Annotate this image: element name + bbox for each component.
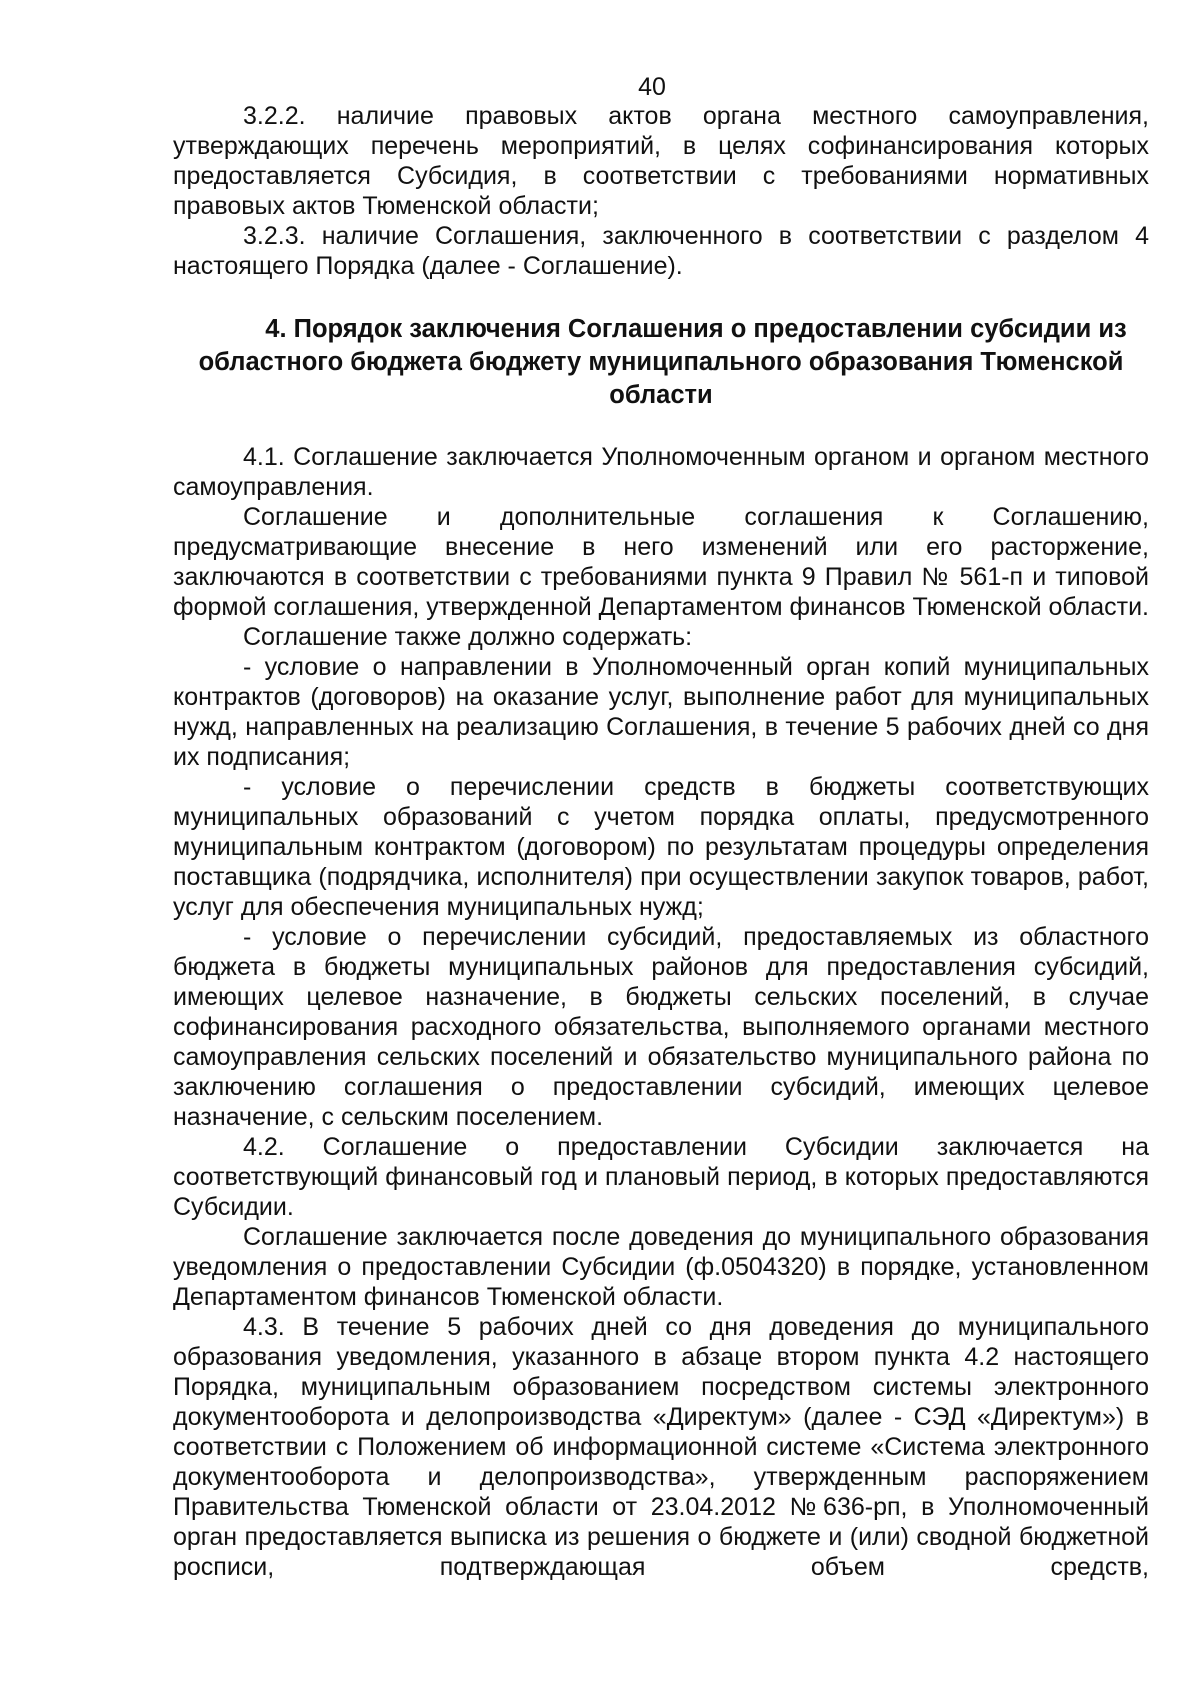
paragraph-4-1: 4.1. Соглашение заключается Уполномоченным органом и органом местного самоуправления. — [173, 443, 1149, 501]
paragraph-agreement-contents: Соглашение также должно содержать: — [243, 623, 693, 651]
paragraph-agreement-forms: Соглашение и дополнительные соглашения к Соглашению, предусматривающие внесение в него изменений или его расторжение, заключаются в соответствии с требованиями пункта 9 Правил № 561-п и типовой формой соглашения, утвержденной Департаментом финансов Тюменской области. — [173, 503, 1149, 621]
paragraph-agreement-conclusion: Соглашение заключается после доведения до муниципального образования уведомления о предоставлении Субсидии (ф.0504320) в порядке, установленном Департаментом финансов Тюменской области. — [173, 1223, 1149, 1311]
document-body — [173, 101, 1149, 1582]
page-number: 40 — [638, 73, 666, 101]
paragraph-4-2: 4.2. Соглашение о предоставлении Субсидии заключается на соответствующий финансовый год и плановый период, в которых предоставляются Субсидии. — [173, 1133, 1149, 1221]
paragraph-3-2-2: 3.2.2. наличие правовых актов органа местного самоуправления, утверждающих перечень мероприятий, в целях софинансирования которых предоставляется Субсидия, в соответствии с требованиями нормативных правовых актов Тюменской области; — [173, 102, 1149, 220]
section-heading: 4. Порядок заключения Соглашения о предоставлении субсидии из областного бюджета бюджету муниципального образования Тюменской области — [198, 315, 1127, 409]
paragraph-3-2-3: 3.2.3. наличие Соглашения, заключенного в соответствии с разделом 4 настоящего Порядка (далее - Соглашение). — [173, 222, 1149, 280]
paragraph-condition-transfer: - условие о перечислении средств в бюджеты соответствующих муниципальных образований с учетом порядка оплаты, предусмотренного муниципальным контрактом (договором) по результатам процедуры определения поставщика (подрядчика, исполнителя) при осуществлении закупок товаров, работ, услуг для обеспечения муниципальных нужд; — [173, 773, 1149, 921]
paragraph-condition-subsidies: - условие о перечислении субсидий, предоставляемых из областного бюджета в бюджеты муниципальных районов для предоставления субсидий, имеющих целевое назначение, в бюджеты сельских поселений, в случае софинансирования расходного обязательства, выполняемого органами местного самоуправления сельских поселений и обязательство муниципального района по заключению соглашения о предоставлении субсидий, имеющих целевое назначение, с сельским поселением. — [173, 923, 1149, 1131]
paragraph-4-3: 4.3. В течение 5 рабочих дней со дня доведения до муниципального образования уведомления, указанного в абзаце втором пункта 4.2 настоящего Порядка, муниципальным образованием посредством системы электронного документооборота и делопроизводства «Директум» (далее - СЭД «Директум») в соответствии с Положением об информационной системе «Система электронного документооборота и делопроизводства», утвержденным распоряжением Правительства Тюменской области от 23.04.2012 №636-рп, в Уполномоченный орган предоставляется выписка из решения о бюджете и (или) сводной бюджетной росписи, подтверждающая объем средств, — [173, 1313, 1149, 1581]
paragraph-condition-contracts: - условие о направлении в Уполномоченный орган копий муниципальных контрактов (договоров) на оказание услуг, выполнение работ для муниципальных нужд, направленных на реализацию Соглашения, в течение 5 рабочих дней со дня их подписания; — [173, 653, 1149, 771]
